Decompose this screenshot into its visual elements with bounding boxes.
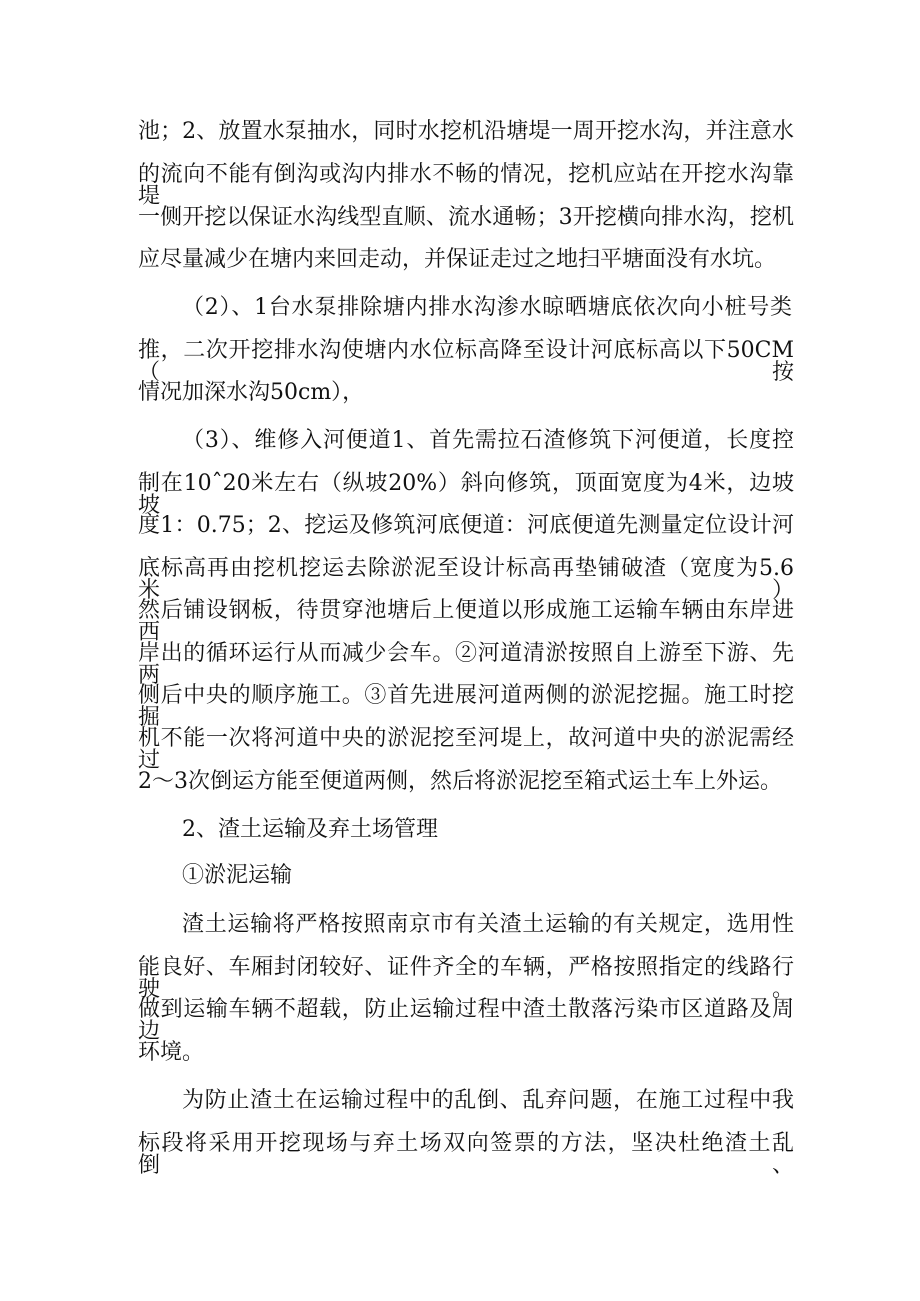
text-line: 2〜3次倒运方能至便道两侧，然后将淤泥挖至箱式运土车上外运。 — [138, 769, 782, 794]
text-line: 池；2、放置水泵抽水，同时水挖机沿塘堤一周开挖水沟，并注意水 — [138, 119, 794, 144]
text-line: 渣土运输将严格按照南京市有关渣土运输的有关规定，选用性 — [182, 912, 794, 937]
text-line: 情况加深水沟50cm）， — [138, 380, 365, 405]
text-line: 底标高再由挖机挖运去除淤泥至设计标高再垫铺破渣（宽度为5.6米） — [138, 556, 794, 603]
text-line: 然后铺设钢板，待贯穿池塘后上便道以形成施工运输车辆由东岸进西 — [138, 598, 794, 645]
text-line: 应尽量减少在塘内来回走动，并保证走过之地扫平塘面没有水坑。 — [138, 247, 777, 272]
text-line: 标段将采用开挖现场与弃土场双向签票的方法，坚决杜绝渣土乱倒、 — [138, 1131, 794, 1178]
text-line: 度1：0.75；2、挖运及修筑河底便道：河底便道先测量定位设计河 — [138, 513, 794, 538]
text-line: 机不能一次将河道中央的淤泥挖至河堤上，故河道中央的淤泥需经过 — [138, 726, 794, 773]
text-line: （3）、维修入河便道1、首先需拉石渣修筑下河便道，长度控 — [182, 428, 794, 453]
text-line: 做到运输车辆不超载，防止运输过程中渣土散落污染市区道路及周边 — [138, 997, 794, 1044]
section-heading: 2、渣土运输及弃土场管理 — [182, 817, 438, 842]
text-line: 一侧开挖以保证水沟线型直顺、流水通畅；3开挖横向排水沟，挖机 — [138, 205, 794, 230]
text-line: 岸出的循环运行从而减少会车。②河道清淤按照自上游至下游、先两 — [138, 641, 794, 688]
text-line: 侧后中央的顺序施工。③首先进展河道两侧的淤泥挖掘。施工时挖掘 — [138, 683, 794, 730]
text-line: 环境。 — [138, 1040, 205, 1065]
text-line: 的流向不能有倒沟或沟内排水不畅的情况，挖机应站在开挖水沟靠堤 — [138, 162, 794, 209]
text-line: 制在10ˆ20米左右（纵坡20%）斜向修筑，顶面宽度为4米，边坡坡 — [138, 471, 794, 518]
text-line: 推，二次开挖排水沟使塘内水位标高降至设计河底标高以下50CM（按 — [138, 338, 794, 385]
text-line: （2）、1台水泵排除塘内排水沟渗水晾晒塘底依次向小桩号类 — [182, 295, 792, 320]
text-line: 为防止渣土在运输过程中的乱倒、乱弃问题，在施工过程中我 — [182, 1088, 794, 1113]
text-line: 能良好、车厢封闭较好、证件齐全的车辆，严格按照指定的线路行驶。 — [138, 955, 794, 1002]
subsection-heading: ①淤泥运输 — [182, 863, 293, 888]
